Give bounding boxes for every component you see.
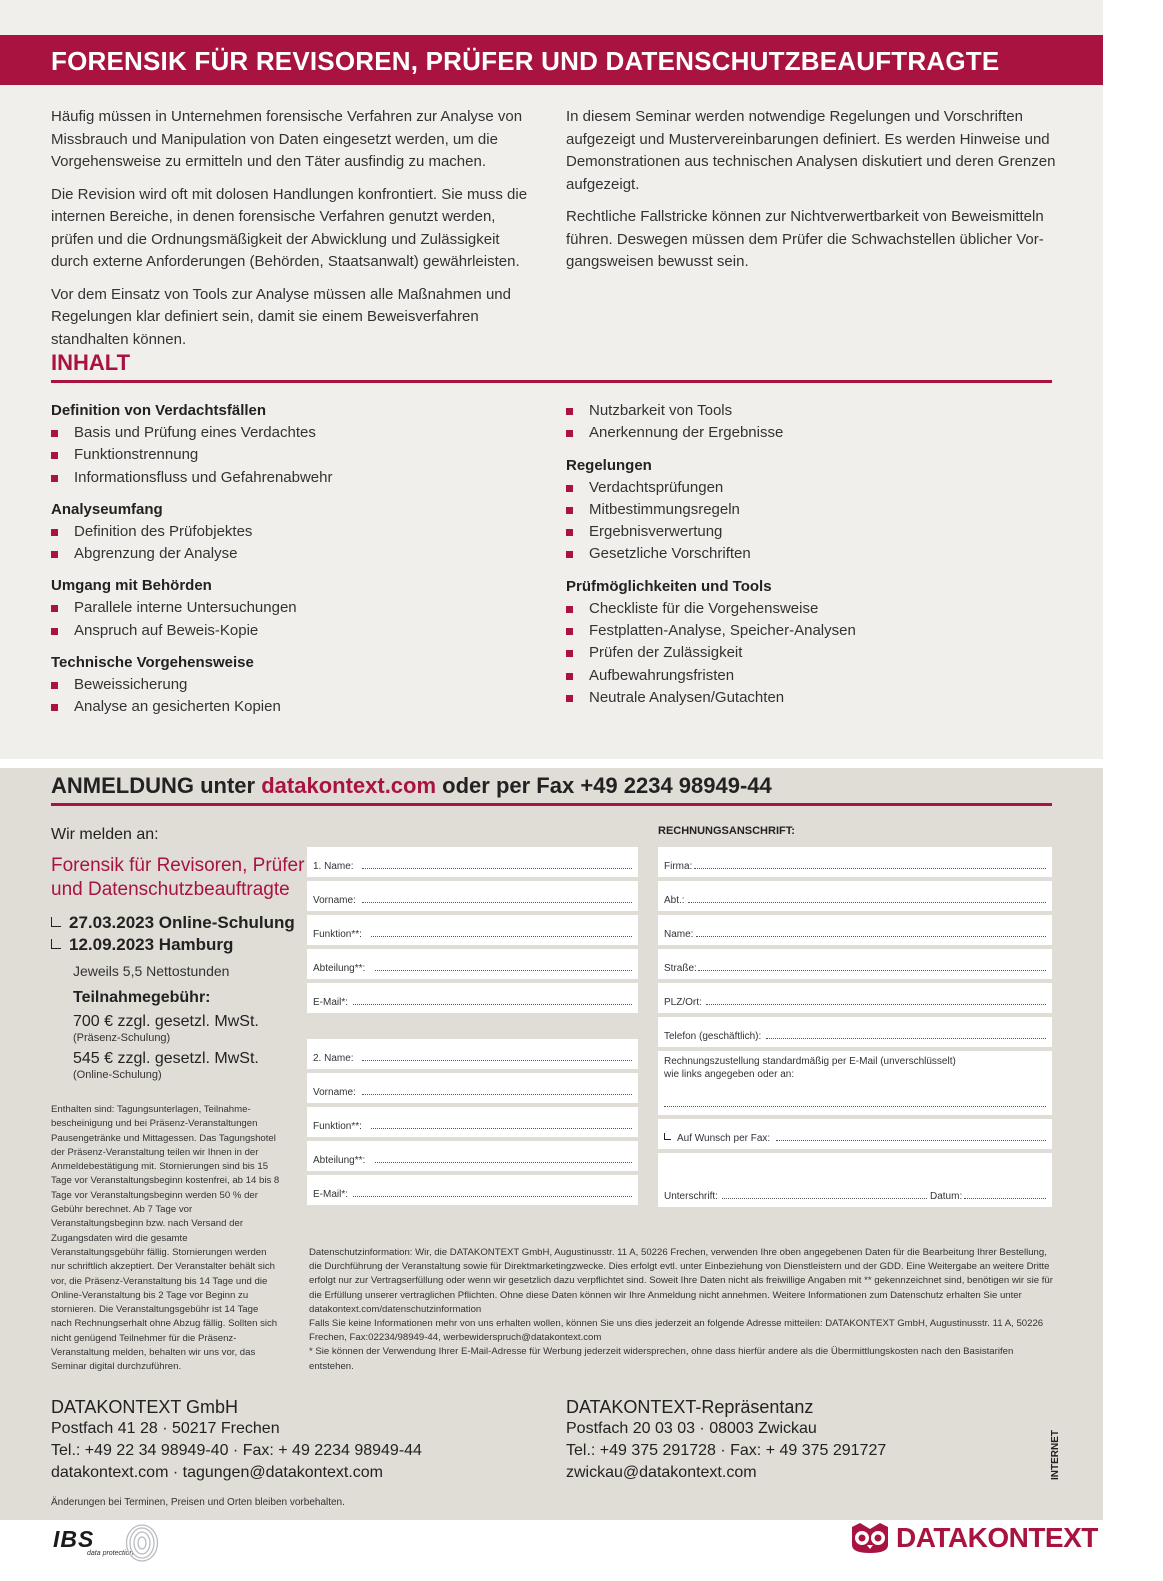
fingerprint-icon xyxy=(125,1524,159,1562)
content-item: Festplatten-Analyse, Speicher-Analysen xyxy=(566,620,1056,642)
billing-street-field[interactable]: Straße: xyxy=(658,949,1052,979)
intro-right xyxy=(566,106,1056,284)
participant2-department-field[interactable]: Abteilung**: xyxy=(307,1141,638,1171)
content-group-title: Analyseumfang xyxy=(51,500,163,518)
participant1-function-field[interactable]: Funktion**: xyxy=(307,915,638,945)
content-item: Funktionstrennung xyxy=(51,444,541,466)
datakontext-logo xyxy=(848,1519,1104,1559)
registration-rule xyxy=(51,803,1052,806)
content-group xyxy=(51,652,541,719)
date-option[interactable] xyxy=(51,934,295,956)
content-item: Abgrenzung der Analyse xyxy=(51,543,541,565)
content-group-title: Regelungen xyxy=(566,456,652,474)
seminar-name-line: und Datenschutzbeauftragte xyxy=(51,879,290,900)
date-label: Datum: xyxy=(930,1191,963,1202)
content-heading: INHALT xyxy=(51,350,131,375)
registration-heading-text: ANMELDUNG unter xyxy=(51,773,262,798)
fax-option-field[interactable] xyxy=(658,1119,1052,1149)
billing-company-field[interactable]: Firma: xyxy=(658,847,1052,877)
content-item: Parallele interne Untersuchungen xyxy=(51,597,541,619)
registration-link[interactable]: datakontext.com xyxy=(261,773,437,798)
seminar-name xyxy=(51,854,304,902)
participant2-firstname-field[interactable]: Vorname: xyxy=(307,1073,638,1103)
ibs-logo xyxy=(51,1524,161,1564)
invoice-note: Rechnungszustellung standardmäßig per E-Mail (unverschlüsselt) wie links angegeben oder an: xyxy=(664,1056,956,1080)
intro-paragraph: Rechtliche Fallstricke können zur Nichtverwertbarkeit von Beweismitteln führen. Deswegen müssen dem Prüfer die Schwachstellen üblicher Vorgangsweisen bewusst sein. xyxy=(566,208,1044,270)
we-register-label: Wir melden an: xyxy=(51,826,159,843)
address-line: Postfach 20 03 03 · 08003 Zwickau xyxy=(566,1420,817,1437)
address-line: Tel.: +49 22 34 98949-40 · Fax: + 49 2234 98949-44 xyxy=(51,1442,422,1459)
ibs-logo-subtitle: data protection xyxy=(87,1550,134,1557)
address-zwickau xyxy=(566,1396,886,1484)
content-item: Gesetzliche Vorschriften xyxy=(566,543,1056,565)
seminar-name-line: Forensik für Revisoren, Prüfer xyxy=(51,855,305,876)
address-line: Tel.: +49 375 291728 · Fax: + 49 375 291727 xyxy=(566,1442,887,1459)
content-right xyxy=(566,400,1056,719)
address-frechen xyxy=(51,1396,422,1484)
page-title: FORENSIK FÜR REVISOREN, PRÜFER UND DATENSCHUTZBEAUFTRAGTE xyxy=(51,46,1000,76)
signature-label: Unterschrift: xyxy=(664,1191,718,1202)
fee-online: 545 € zzgl. gesetzl. MwSt. xyxy=(73,1050,259,1067)
content-item: Prüfen der Zulässigkeit xyxy=(566,642,1056,664)
participant1-firstname-field[interactable]: Vorname: xyxy=(307,881,638,911)
participant2-name-field[interactable]: 2. Name: xyxy=(307,1039,638,1069)
participant2-function-field[interactable]: Funktion**: xyxy=(307,1107,638,1137)
billing-phone-field[interactable]: Telefon (geschäftlich): xyxy=(658,1017,1052,1047)
content-item: Anspruch auf Beweis-Kopie xyxy=(51,620,541,642)
billing-name-field[interactable]: Name: xyxy=(658,915,1052,945)
content-item: Verdachtsprüfungen xyxy=(566,477,1056,499)
privacy-text: Datenschutzinformation: Wir, die DATAKONTEXT GmbH, Augustinusstr. 11 A, 50226 Frechen, verwenden Ihre oben angegebenen Daten für die Bearbeitung Ihrer Bestellung, die Durchführung der Veranstaltung sowie für Direktmarketingzwecke. Dies erfolgt evtl. unter Einbeziehung von Dienstleistern und der GDD. Eine Weitergabe an weitere Dritte erfolgt nur zur Vertragserfüllung oder wenn wir gesetzlich dazu verpflichtet sind. Soweit Ihre Daten nicht als freiwillige Angaben mit ** gekennzeichnet sind, benötigen wir sie für die Erfüllung unserer vertraglichen Pflichten. Ohne diese Daten können wir Ihre Anmeldung nicht annehmen. Weitere Informationen zum Datenschutz erhalten Sie unter datakontext.com/datenschutzinformation xyxy=(309,1247,1053,1315)
fee-online-note: (Online-Schulung) xyxy=(73,1069,162,1081)
privacy-text: Falls Sie keine Informationen mehr von uns erhalten wollen, können Sie uns dies jederzeit an folgende Adresse mitteilen: DATAKONTEXT GmbH, Augustinusstr. 11 A, 50226 Frechen, Fax:02234/98949-44, werbewiderspruch@datakontext.com xyxy=(309,1318,1044,1344)
content-item: Anerkennung der Ergebnisse xyxy=(566,422,1056,444)
title-bar xyxy=(0,35,1103,85)
content-item: Mitbestimmungsregeln xyxy=(566,499,1056,521)
billing-department-field[interactable]: Abt.: xyxy=(658,881,1052,911)
address-company: DATAKONTEXT-Repräsentanz xyxy=(566,1397,814,1417)
participant2-email-field[interactable]: E-Mail*: xyxy=(307,1175,638,1205)
fee-presence-note: (Präsenz-Schulung) xyxy=(73,1032,171,1044)
terms-text: Enthalten sind: Tagungsunterlagen, Teilnahmebescheinigung und bei Präsenz-Veranstaltungen Pausengetränke und Mittagessen. Das Tagungshotel der Präsenz-Veranstaltung teilen wir Ihnen in der Anmeldebestätigung mit. Stornierungen sind bis 15 Tage vor Veranstaltungsbeginn kostenfrei, ab 14 bis 8 Tage vor Veranstaltungsbeginn werden 50 % der Gebühr berechnet. Ab 7 Tage vor Veranstaltungsbeginn bzw. nach Versand der Zugangsdaten wird die gesamte Veranstaltungsgebühr fällig. Stornierungen werden nur schriftlich akzeptiert. Der Veranstalter behält sich vor, die Präsenz-Veranstaltung bis 14 Tage und die Online-Veranstaltung bis 2 Tage vor Beginn zu stornieren. Die Veranstaltungsgebühr ist 14 Tage nach Rechnungserhalt ohne Abzug fällig. Sollten sich nicht genügend Teilnehmer für die Präsenz-Veranstaltung melden, behalten wir uns vor, das Seminar digital durchzuführen. xyxy=(51,1104,280,1373)
intro-paragraph: In diesem Seminar werden notwendige Regelungen und Vorschriften aufgezeigt und Mustervereinbarungen definiert. Es werden Hinweise und Demonstrationen aus technischen Analysen diskutiert und deren Grenzen aufgezeigt. xyxy=(566,108,1056,193)
content-group xyxy=(51,400,541,489)
intro-paragraph: Häufig müssen in Unternehmen forensische Verfahren zur Analyse von Missbrauch und Manipulation von Daten eingesetzt werden, um die Vorgehensweise zu ermitteln und den Täter ausfindig zu machen. xyxy=(51,108,523,170)
content-item: Analyse an gesicherten Kopien xyxy=(51,696,541,718)
content-item: Basis und Prüfung eines Verdachtes xyxy=(51,422,541,444)
content-group-title: Definition von Verdachtsfällen xyxy=(51,402,267,419)
fax-option-label: Auf Wunsch per Fax: xyxy=(677,1133,771,1144)
content-item: Aufbewahrungsfristen xyxy=(566,665,1056,687)
checkbox-icon[interactable] xyxy=(51,939,61,949)
content-item: Definition des Prüfobjektes xyxy=(51,521,541,543)
content-group xyxy=(51,499,541,566)
content-item: Ergebnisverwertung xyxy=(566,521,1056,543)
content-rule xyxy=(51,380,1052,383)
datakontext-logo-text: DATAKONTEXT xyxy=(896,1522,1098,1553)
content-group xyxy=(566,576,1056,709)
participant1-email-field[interactable]: E-Mail*: xyxy=(307,983,638,1013)
invoice-email-field[interactable] xyxy=(658,1051,1052,1115)
date-option-label: 27.03.2023 Online-Schulung xyxy=(69,913,295,932)
checkbox-icon[interactable] xyxy=(664,1133,671,1140)
hours: Jeweils 5,5 Nettostunden xyxy=(73,963,230,979)
ibs-logo-text: IBS xyxy=(53,1526,95,1552)
participant1-name-field[interactable]: 1. Name: xyxy=(307,847,638,877)
address-line: Postfach 41 28 · 50217 Frechen xyxy=(51,1420,280,1437)
registration-heading xyxy=(51,773,772,799)
date-option[interactable] xyxy=(51,912,295,934)
date-option-label: 12.09.2023 Hamburg xyxy=(69,935,234,954)
privacy-notice xyxy=(309,1246,1054,1374)
billing-city-field[interactable]: PLZ/Ort: xyxy=(658,983,1052,1013)
intro-paragraph: Die Revision wird oft mit dolosen Handlungen konfrontiert. Sie muss die internen Bereiche, in denen forensische Verfahren genutzt werden, prüfen und die Ordnungsmäßigkeit der Abwicklung und Zulässigkeit durch externe Anforderungen (Behörden, Staatsanwalt) gewährleisten. xyxy=(51,185,528,270)
content-left xyxy=(51,400,541,729)
content-group xyxy=(51,575,541,642)
content-item: Beweissicherung xyxy=(51,674,541,696)
content-item: Neutrale Analysen/Gutachten xyxy=(566,687,1056,709)
registration-heading-fax: oder per Fax +49 2234 98949-44 xyxy=(436,773,772,798)
fee-presence: 700 € zzgl. gesetzl. MwSt. xyxy=(73,1013,259,1030)
address-line: datakontext.com · tagungen@datakontext.com xyxy=(51,1464,383,1481)
address-line: zwickau@datakontext.com xyxy=(566,1464,757,1481)
signature-field[interactable] xyxy=(658,1153,1052,1207)
content-item: Informationsfluss und Gefahrenabwehr xyxy=(51,467,541,489)
content-group-title: Prüfmöglichkeiten und Tools xyxy=(566,577,772,595)
checkbox-icon[interactable] xyxy=(51,917,61,927)
content-group xyxy=(566,455,1056,566)
date-options xyxy=(51,912,295,956)
content-item: Checkliste für die Vorgehensweise xyxy=(566,598,1056,620)
content-group-title: Technische Vorgehensweise xyxy=(51,654,254,672)
intro-paragraph: Vor dem Einsatz von Tools zur Analyse müssen alle Maßnahmen und Regelungen klar definiert sein, damit sie einem Beweisverfahren standhalten können. xyxy=(51,285,511,348)
fee-label: Teilnahmegebühr: xyxy=(73,989,211,1006)
internet-label: INTERNET xyxy=(1050,1430,1061,1480)
privacy-text: * Sie können der Verwendung Ihrer E-Mail-Adresse für Werbung jederzeit widersprechen, ohne dass hierfür andere als die Übermittlungskosten nach den Basistarifen entstehen. xyxy=(309,1346,1014,1372)
participant1-department-field[interactable]: Abteilung**: xyxy=(307,949,638,979)
address-company: DATAKONTEXT GmbH xyxy=(51,1397,239,1417)
billing-heading: RECHNUNGSANSCHRIFT: xyxy=(658,825,795,837)
intro-left xyxy=(51,106,541,361)
disclaimer: Änderungen bei Terminen, Preisen und Orten bleiben vorbehalten. xyxy=(51,1497,345,1508)
content-group-title: Umgang mit Behörden xyxy=(51,577,212,595)
owl-logo-icon xyxy=(848,1521,892,1555)
content-item: Nutzbarkeit von Tools xyxy=(566,400,1056,422)
